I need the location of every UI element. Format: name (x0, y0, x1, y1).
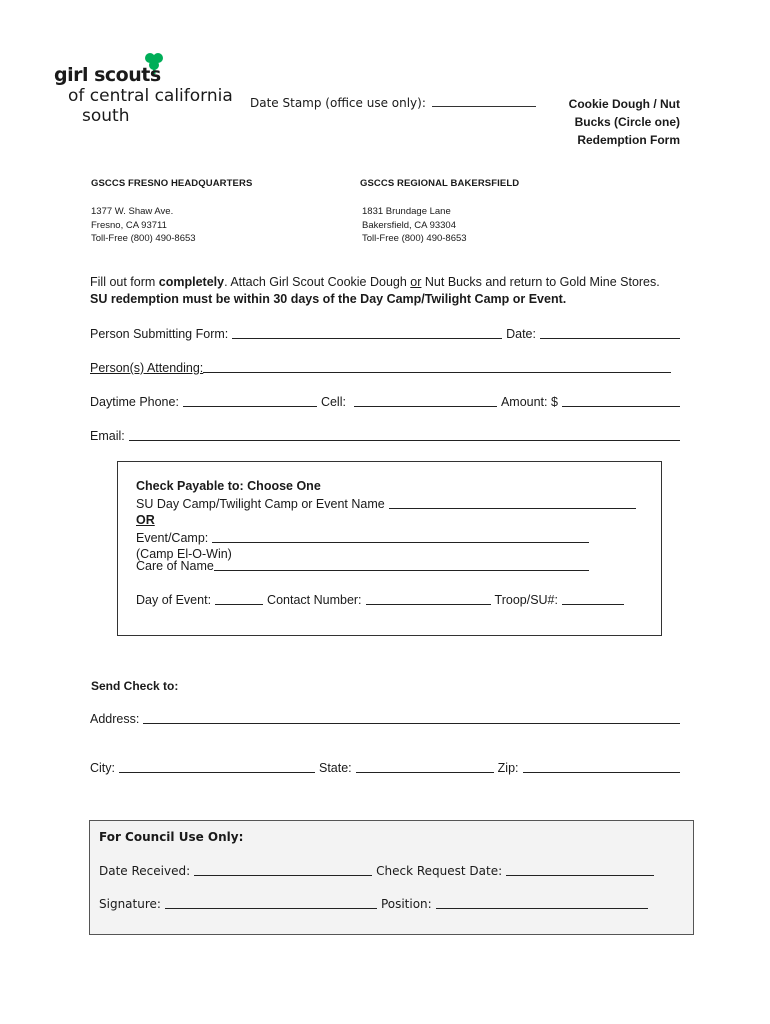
instructions-line-2: SU redemption must be within 30 days of the Day Camp/Twilight Camp or Event. (90, 292, 567, 306)
troop-su-label: Troop/SU#: (494, 593, 558, 607)
row-event-details (136, 592, 624, 607)
address-label: Address: (90, 712, 140, 726)
event-camp-field[interactable] (212, 530, 589, 543)
row-care-of (136, 558, 589, 573)
care-of-label: Care of Name (136, 559, 214, 573)
row-council-signature (99, 896, 648, 911)
amount-label: Amount: $ (500, 395, 558, 409)
title-line-1: Cookie Dough / Nut (568, 97, 680, 111)
form-title (569, 95, 680, 149)
persons-attending-label: Person(s) Attending: (90, 361, 204, 375)
state-field[interactable] (356, 760, 494, 773)
text: Nut Bucks and return to Gold Mine Stores. (421, 275, 660, 289)
cell-field[interactable] (354, 394, 497, 407)
signature-label: Signature: (99, 897, 161, 911)
row-council-dates (99, 863, 654, 878)
day-of-event-field[interactable] (215, 592, 263, 605)
office-bakersfield-name: GSCCS REGIONAL BAKERSFIELD (360, 178, 520, 189)
address-line: Fresno, CA 93711 (91, 219, 167, 231)
phone-line: Toll-Free (800) 490-8653 (362, 233, 467, 244)
event-camp-label: Event/Camp: (136, 531, 209, 545)
office-bakersfield-address (362, 205, 467, 246)
state-label: State: (319, 761, 352, 775)
person-submitting-field[interactable] (232, 326, 502, 339)
cell-label: Cell: (320, 395, 346, 409)
check-request-date-field[interactable] (506, 863, 654, 876)
person-submitting-label: Person Submitting Form: (90, 327, 229, 341)
check-payable-heading: Check Payable to: Choose One (136, 479, 321, 493)
title-line-2: Bucks (Circle one) (574, 115, 680, 129)
row-city-state-zip (90, 760, 680, 775)
row-address (90, 711, 680, 726)
logo-line-3: south (82, 106, 130, 126)
row-phone (90, 394, 680, 409)
email-label: Email: (90, 429, 125, 443)
address-line: Bakersfield, CA 93304 (362, 219, 457, 231)
address-field[interactable] (143, 711, 680, 724)
date-stamp-label: Date Stamp (office use only): (250, 96, 426, 110)
zip-field[interactable] (523, 760, 680, 773)
phone-line: Toll-Free (800) 490-8653 (91, 233, 196, 244)
amount-field[interactable] (562, 394, 680, 407)
row-persons-attending (90, 360, 675, 375)
instructions (90, 274, 710, 308)
row-email (90, 428, 680, 443)
address-line: 1831 Brundage Lane (362, 206, 451, 217)
care-of-field[interactable] (214, 558, 589, 571)
position-field[interactable] (436, 896, 648, 909)
date-stamp (250, 96, 536, 110)
position-label: Position: (380, 897, 432, 911)
date-label: Date: (506, 327, 536, 341)
su-event-label: SU Day Camp/Twilight Camp or Event Name (136, 497, 385, 511)
or-label: OR (136, 513, 155, 527)
text: . Attach Girl Scout Cookie Dough (224, 275, 411, 289)
row-event-camp (136, 530, 589, 545)
check-payable-box (117, 461, 662, 636)
send-check-heading: Send Check to: (91, 679, 179, 693)
date-received-field[interactable] (194, 863, 372, 876)
date-field[interactable] (540, 326, 680, 339)
date-received-label: Date Received: (99, 864, 191, 878)
girl-scouts-logo (54, 52, 244, 128)
camp-note: (Camp El-O-Win) (136, 547, 232, 561)
su-event-field[interactable] (389, 496, 636, 509)
logo-line-2: of central california (68, 86, 233, 106)
logo-line-1: girl scouts (54, 64, 161, 86)
contact-number-field[interactable] (366, 592, 491, 605)
persons-attending-field[interactable] (203, 360, 671, 373)
office-fresno-name: GSCCS FRESNO HEADQUARTERS (91, 178, 253, 189)
city-label: City: (90, 761, 115, 775)
council-use-box (89, 820, 694, 935)
contact-number-label: Contact Number: (267, 593, 362, 607)
email-field[interactable] (129, 428, 680, 441)
address-line: 1377 W. Shaw Ave. (91, 206, 174, 217)
title-line-3: Redemption Form (577, 133, 680, 147)
text-underlined: or (410, 275, 422, 289)
city-field[interactable] (119, 760, 315, 773)
council-heading: For Council Use Only: (99, 830, 244, 844)
signature-field[interactable] (165, 896, 377, 909)
zip-label: Zip: (497, 761, 519, 775)
row-su-event (136, 496, 636, 511)
check-request-date-label: Check Request Date: (376, 864, 503, 878)
text-bold: completely (158, 275, 225, 289)
day-of-event-label: Day of Event: (136, 593, 212, 607)
instructions-line-1 (90, 274, 710, 291)
troop-su-field[interactable] (562, 592, 624, 605)
row-person-submitting (90, 326, 680, 341)
office-fresno-address (91, 205, 196, 246)
date-stamp-field[interactable] (432, 96, 536, 107)
daytime-phone-label: Daytime Phone: (90, 395, 179, 409)
text: Fill out form (90, 275, 159, 289)
daytime-phone-field[interactable] (183, 394, 317, 407)
